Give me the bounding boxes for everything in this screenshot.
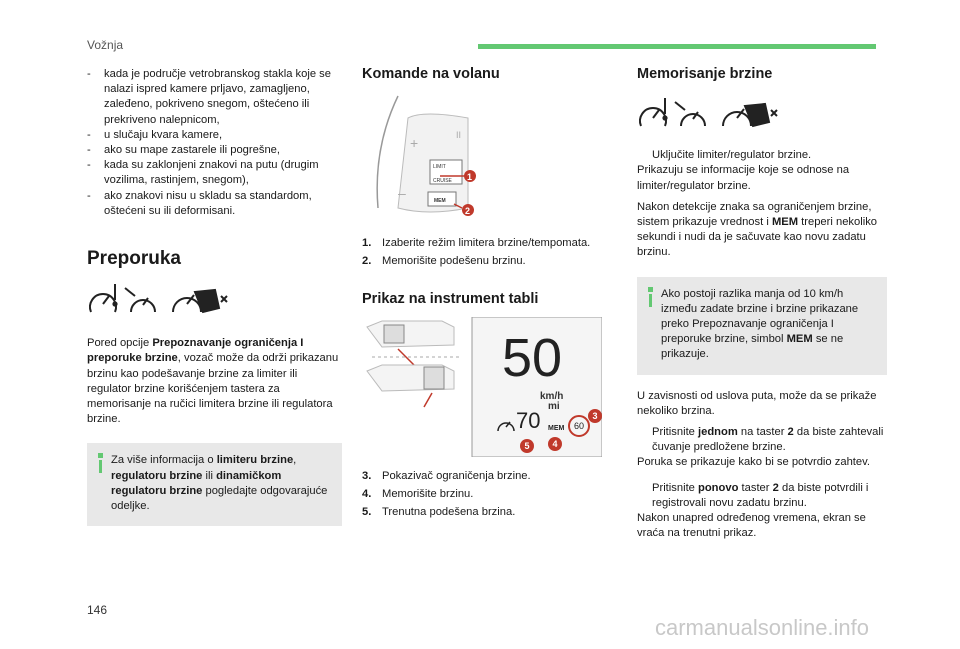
callout-4: 4 bbox=[548, 437, 562, 451]
steps-list-1 bbox=[362, 236, 612, 269]
recommendation-paragraph: Pored opcije Prepoznavanje ograničenja I preporuke brzine, vozač može da održi prikazanu brzinu kao podešavanje brzine za limiter ili regulator brzine korišćenjem tastera za memorisanje na ručici limitera brzine ili regulatora brzine. bbox=[87, 337, 339, 426]
svg-text:2: 2 bbox=[465, 206, 471, 217]
list-item: 5. Trenutna podešena brzina. bbox=[362, 506, 516, 519]
list-item: - ako su mape zastarele ili pogrešne, bbox=[87, 144, 280, 157]
limit-label: LIMIT bbox=[433, 164, 446, 171]
heading-instrument-display: Prikaz na instrument tabli bbox=[362, 290, 539, 307]
steps-list-2 bbox=[362, 469, 612, 521]
svg-text:II: II bbox=[456, 130, 462, 141]
steering-wheel-diagram bbox=[368, 88, 612, 218]
speed-sign-icon bbox=[173, 290, 227, 312]
list-item: - u slučaju kvara kamere, bbox=[87, 128, 223, 141]
paragraph: U zavisnosti od uslova puta, može da se prikaže nekoliko brzina. bbox=[637, 389, 877, 417]
mem-indicator: MEM bbox=[548, 424, 565, 432]
list-item: - ako znakovi nisu u skladu sa standardom, oštećeni su ili deformisani. bbox=[87, 189, 312, 217]
watermark: carmanualsonline.info bbox=[655, 615, 870, 640]
info-note: Za više informacija o limiteru brzine, regulatoru brzine ili dinamičkom regulatoru brzine pogledajte odgovarajuće odeljke. bbox=[87, 443, 342, 526]
instrument-diagram bbox=[362, 317, 612, 457]
check-item: Pritisnite jednom na taster 2 da biste zahtevali čuvanje predložene brzine. bbox=[637, 425, 887, 455]
instrument-cluster bbox=[472, 317, 602, 457]
paragraph: Poruka se prikazuje kako bi se potvrdio zahtev. bbox=[637, 456, 870, 469]
callout-3: 3 bbox=[588, 409, 602, 423]
set-speed-value: 70 bbox=[516, 407, 541, 433]
list-item: 2. Memorišite podešenu brzinu. bbox=[362, 255, 526, 268]
list-item: - kada su zaklonjeni znakovi na putu (drugim vozilima, rastinjem, snegom), bbox=[87, 159, 319, 187]
speed-limiter-icon bbox=[675, 102, 705, 126]
checkbox-icon bbox=[637, 148, 652, 163]
info-icon bbox=[97, 453, 103, 514]
unit-mi: mi bbox=[548, 400, 560, 412]
checkbox-icon bbox=[637, 481, 652, 511]
list-item: 4. Memorišite brzinu. bbox=[362, 488, 474, 501]
cruise-label: CRUISE bbox=[433, 178, 452, 185]
list-item: - kada je područje vetrobranskog stakla koje se nalazi ispred kamere prljavo, zamagljeno, zaleđeno, pokriveno snegom, oštećeno ili prekriveno nalepnicom, bbox=[87, 68, 331, 126]
column-middle bbox=[362, 67, 612, 523]
list-item: 3. Pokazivač ograničenja brzine. bbox=[362, 469, 531, 482]
speed-limit-sign: 60 bbox=[568, 415, 590, 437]
paragraph: Nakon unapred određenog vremena, ekran se vraća na trenutni prikaz. bbox=[637, 512, 866, 540]
speedometer-icon bbox=[640, 98, 667, 126]
check-item: Pritisnite ponovo taster 2 da biste potvrdili i registrovali novu zadatu brzinu. bbox=[637, 481, 887, 511]
speed-icons bbox=[87, 282, 342, 322]
column-right bbox=[637, 67, 887, 547]
paragraph: Prikazuju se informacije koje se odnose na limiter/regulator brzine. bbox=[637, 164, 850, 192]
svg-text:–: – bbox=[398, 185, 406, 202]
limiter-gauge-icon bbox=[496, 417, 516, 433]
condition-list bbox=[87, 67, 342, 219]
current-speed: 50 bbox=[502, 327, 563, 388]
info-icon bbox=[647, 287, 653, 363]
svg-text:+: + bbox=[410, 135, 419, 152]
column-left bbox=[87, 67, 342, 526]
page-number: 146 bbox=[87, 603, 108, 617]
check-item: Uključite limiter/regulator brzine. bbox=[637, 148, 887, 163]
heading-recommendation: Preporuka bbox=[87, 248, 181, 270]
speedometer-icon bbox=[90, 284, 117, 312]
info-note: Ako postoji razlika manja od 10 km/h između zadate brzine i brzine prikazane preko Prepoznavanje ograničenja I preporuke brzine, simbol MEM se ne prikazuje. bbox=[637, 277, 887, 375]
section-bar bbox=[478, 44, 876, 49]
speed-limiter-icon bbox=[125, 288, 155, 312]
unit-kmh: km/h bbox=[540, 390, 564, 402]
control-panel-top bbox=[367, 321, 454, 365]
list-item: 1. Izaberite režim limitera brzine/tempomata. bbox=[362, 237, 591, 250]
heading-steering-controls: Komande na volanu bbox=[362, 66, 500, 82]
memo-icons bbox=[637, 96, 887, 136]
callout-5: 5 bbox=[520, 439, 534, 453]
speed-sign-icon bbox=[723, 104, 777, 126]
checkbox-icon bbox=[637, 425, 652, 455]
mem-label: MEM bbox=[434, 198, 446, 205]
section-title: Vožnja bbox=[87, 38, 124, 52]
svg-text:1: 1 bbox=[467, 172, 473, 183]
control-panel-bottom bbox=[367, 365, 454, 407]
heading-speed-memorising: Memorisanje brzine bbox=[637, 66, 773, 82]
paragraph: Nakon detekcije znaka sa ograničenjem brzine, sistem prikazuje vrednost i MEM treperi nekoliko sekundi i nudi da je sačuvate kao novu zadatu brzinu. bbox=[637, 200, 878, 259]
